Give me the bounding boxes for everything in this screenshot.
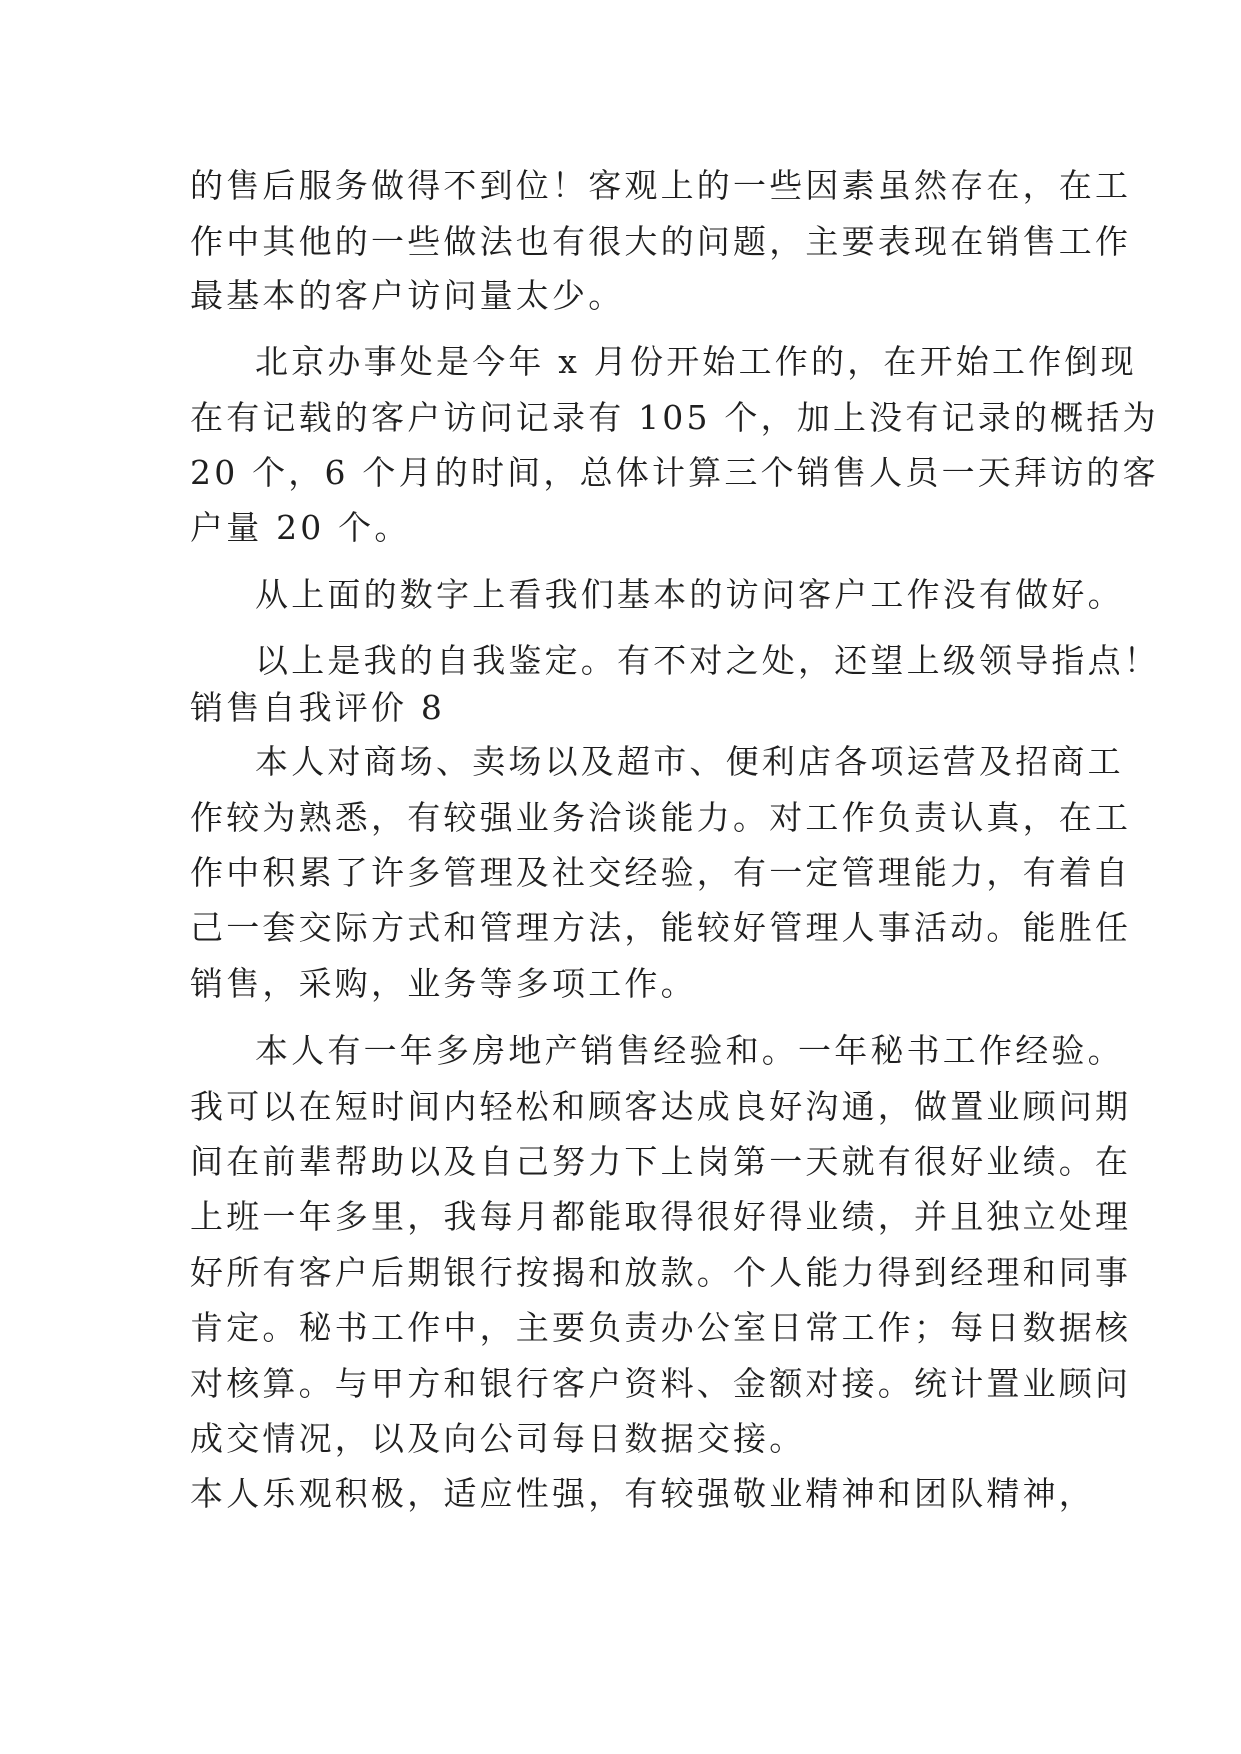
- paragraph-line: 肯定。秘书工作中，主要负责办公室日常工作；每日数据核: [190, 1308, 1132, 1347]
- paragraph-line: 我可以在短时间内轻松和顾客达成良好沟通，做置业顾问期: [190, 1087, 1132, 1126]
- paragraph-line: 以上是我的自我鉴定。有不对之处，还望上级领导指点！: [255, 641, 1160, 680]
- paragraph-line: 20 个，6 个月的时间，总体计算三个销售人员一天拜访的客: [190, 453, 1159, 492]
- paragraph-line: 作中其他的一些做法也有很大的问题，主要表现在销售工作: [190, 222, 1132, 261]
- paragraph-line: 己一套交际方式和管理方法，能较好管理人事活动。能胜任: [190, 908, 1132, 947]
- paragraph-line: 的售后服务做得不到位！客观上的一些因素虽然存在，在工: [190, 166, 1132, 205]
- paragraph-line: 最基本的客户访问量太少。: [190, 276, 625, 315]
- paragraph-line: 从上面的数字上看我们基本的访问客户工作没有做好。: [255, 575, 1124, 614]
- paragraph-line: 成交情况，以及向公司每日数据交接。: [190, 1419, 806, 1458]
- paragraph-line: 本人乐观积极，适应性强，有较强敬业精神和团队精神，: [190, 1474, 1095, 1513]
- section-heading: 销售自我评价 8: [190, 688, 446, 727]
- paragraph-line: 对核算。与甲方和银行客户资料、金额对接。统计置业顾问: [190, 1364, 1132, 1403]
- paragraph-line: 作中积累了许多管理及社交经验，有一定管理能力，有着自: [190, 853, 1132, 892]
- paragraph-line: 北京办事处是今年 x 月份开始工作的，在开始工作倒现: [255, 342, 1137, 381]
- paragraph-line: 间在前辈帮助以及自己努力下上岗第一天就有很好业绩。在: [190, 1142, 1132, 1181]
- paragraph-line: 好所有客户后期银行按揭和放款。个人能力得到经理和同事: [190, 1253, 1132, 1292]
- paragraph-line: 作较为熟悉，有较强业务洽谈能力。对工作负责认真，在工: [190, 798, 1132, 837]
- paragraph-line: 销售，采购，业务等多项工作。: [190, 964, 697, 1003]
- paragraph-line: 本人对商场、卖场以及超市、便利店各项运营及招商工: [255, 742, 1124, 781]
- paragraph-line: 户量 20 个。: [190, 508, 411, 547]
- paragraph-line: 本人有一年多房地产销售经验和。一年秘书工作经验。: [255, 1031, 1124, 1070]
- paragraph-line: 在有记载的客户访问记录有 105 个，加上没有记录的概括为: [190, 398, 1159, 437]
- paragraph-line: 上班一年多里，我每月都能取得很好得业绩，并且独立处理: [190, 1197, 1132, 1236]
